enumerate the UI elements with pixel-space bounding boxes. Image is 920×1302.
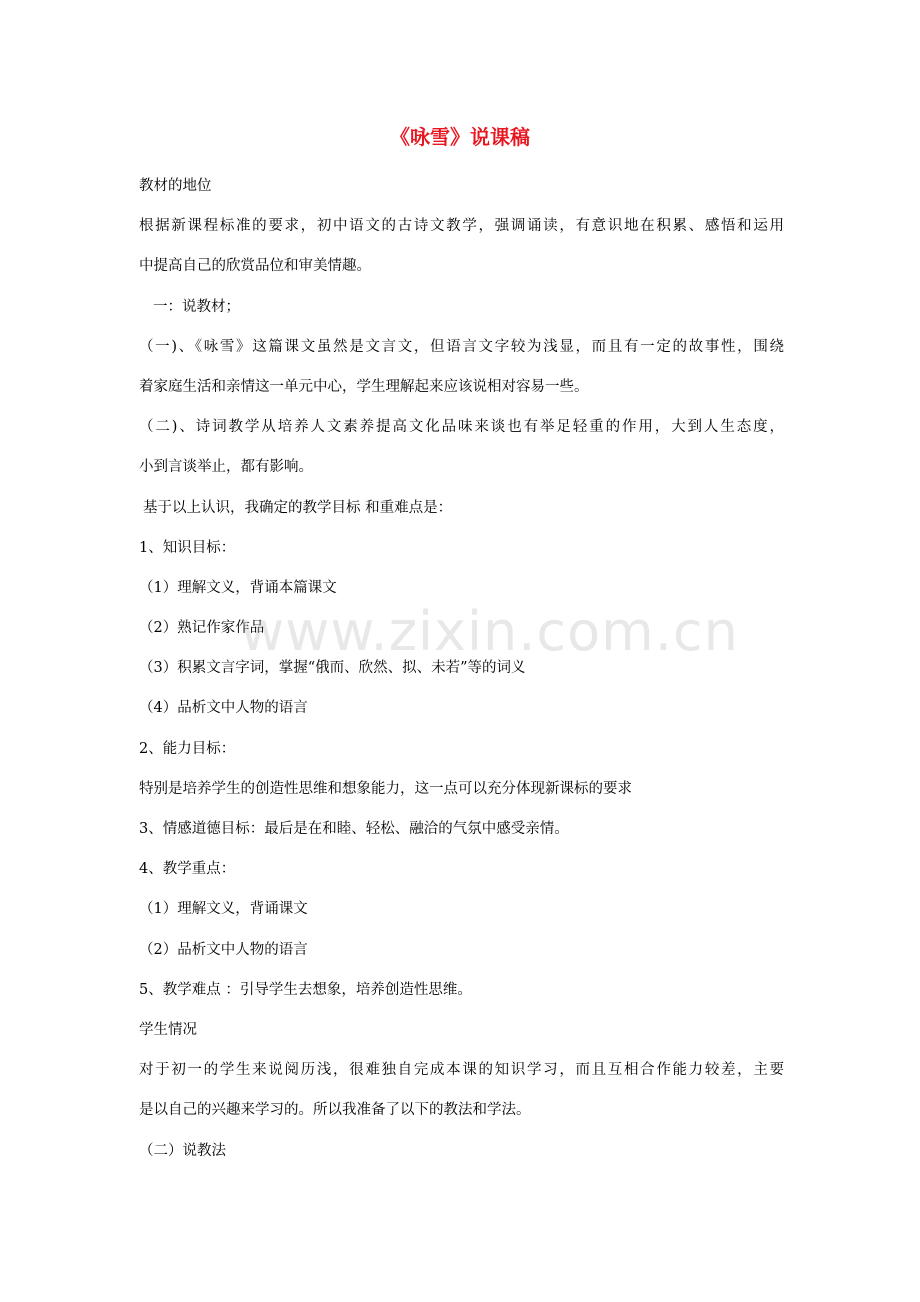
list-item: （3）积累文言字词，掌握“俄而、欣然、拟、未若”等的词义 [139, 660, 526, 677]
list-heading: 2、能力目标： [139, 740, 236, 757]
document-title: 《咏雪》说课稿 [390, 125, 530, 149]
section-heading: 学生情况 [139, 1021, 197, 1038]
paragraph-line: 基于以上认识，我确定的教学目标 和重难点是： [143, 499, 453, 516]
paragraph-line: 对于初一的学生来说阅历浅，很难独自完成本课的知识学习，而且互相合作能力较差，主要 [139, 1062, 784, 1079]
document-body [139, 166, 784, 1171]
paragraph-line: 小到言谈举止，都有影响。 [139, 459, 313, 476]
list-heading: 4、教学重点： [139, 861, 236, 878]
watermark-text: www.zixin.com.cn [240, 600, 739, 663]
section-heading: 一：说教材； [153, 298, 240, 315]
paragraph-line: 着家庭生活和亲情这一单元中心，学生理解起来应该说相对容易一些。 [139, 378, 589, 395]
paragraph-line: 根据新课程标准的要求，初中语文的古诗文教学，强调诵读，有意识地在积累、感悟和运用 [139, 218, 784, 235]
paragraph-line: 中提高自己的欣赏品位和审美情趣。 [139, 258, 371, 275]
list-heading: 5、教学难点 ：引导学生去想象，培养创造性思维。 [139, 981, 472, 998]
list-item: （1）理解文义，背诵本篇课文 [139, 579, 337, 596]
list-item: （2）熟记作家作品 [139, 620, 265, 637]
paragraph-line: （二)、诗词教学从培养人文素养提高文化品味来谈也有举足轻重的作用，大到人生态度， [139, 419, 784, 436]
list-item: （4）品析文中人物的语言 [139, 700, 308, 717]
list-item: （1）理解文义，背诵课文 [139, 901, 308, 918]
paragraph-line: （一)、《咏雪》这篇课文虽然是文言文，但语言文字较为浅显，而且有一定的故事性，围绕 [139, 338, 784, 355]
paragraph-line: 是以自己的兴趣来学习的。所以我准备了以下的教法和学法。 [139, 1102, 531, 1119]
list-heading: 1、知识目标： [139, 539, 236, 556]
paragraph-line: 特别是培养学生的创造性思维和想象能力，这一点可以充分体现新课标的要求 [139, 780, 632, 797]
section-heading: 教材的地位 [139, 178, 212, 194]
list-heading: 3、情感道德目标：最后是在和睦、轻松、融洽的气氛中感受亲情。 [139, 821, 569, 837]
list-item: （2）品析文中人物的语言 [139, 941, 308, 958]
section-heading: （二）说教法 [139, 1142, 226, 1159]
